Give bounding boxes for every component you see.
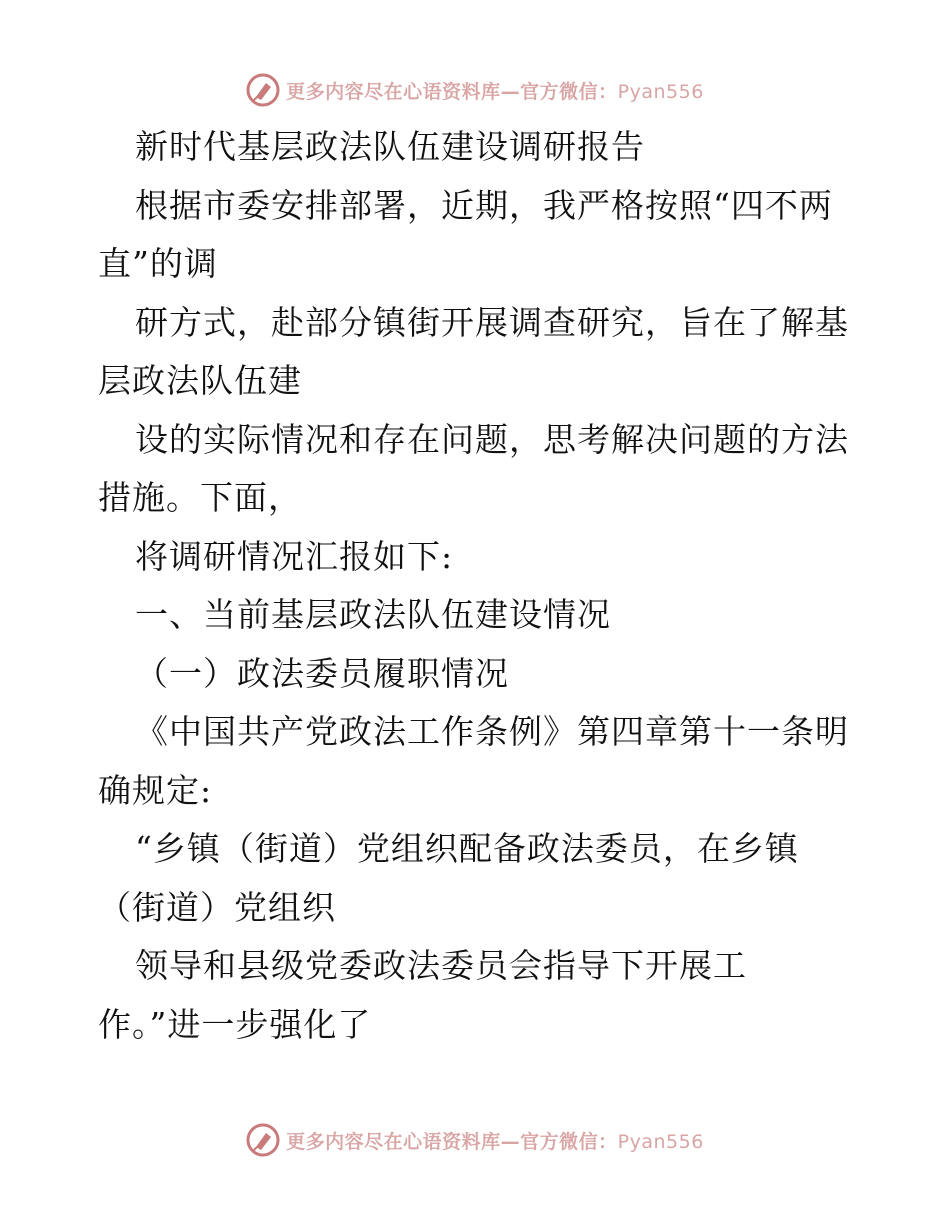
doc-line: 作。”进一步强化了 [98,1004,372,1044]
doc-line: （街道）党组织 [98,887,336,927]
watermark-text: 更多内容尽在心语资料库—官方微信：Pyan556 [286,80,704,103]
doc-line: 一、当前基层政法队伍建设情况 [135,595,611,634]
doc-line: 新时代基层政法队伍建设调研报告 [135,127,645,166]
document-body [98,118,858,1054]
doc-line: 研方式，赴部分镇街开展调查研究，旨在了解基 [135,302,849,342]
doc-line: 设的实际情况和存在问题，思考解决问题的方法 [135,419,849,459]
doc-line: “乡镇（街道）党组织配备政法委员，在乡镇 [135,829,799,868]
doc-line: （一）政法委员履职情况 [135,653,509,693]
doc-line: 直”的调 [98,244,218,283]
doc-line: 《中国共产党政法工作条例》第四章第十一条明 [135,712,849,751]
doc-line: 将调研情况汇报如下: [135,536,454,576]
watermark-text: 更多内容尽在心语资料库—官方微信：Pyan556 [286,1130,704,1153]
fountain-pen-icon [246,73,280,107]
doc-line: 措施。下面， [98,478,302,517]
footer-watermark [0,1120,950,1160]
header-watermark [0,70,950,110]
doc-line: 层政法队伍建 [98,361,302,400]
doc-line: 领导和县级党委政法委员会指导下开展工 [135,946,747,985]
doc-line: 根据市委安排部署，近期，我严格按照“四不两 [135,185,833,225]
fountain-pen-icon [246,1123,280,1157]
doc-line: 确规定: [98,770,213,810]
